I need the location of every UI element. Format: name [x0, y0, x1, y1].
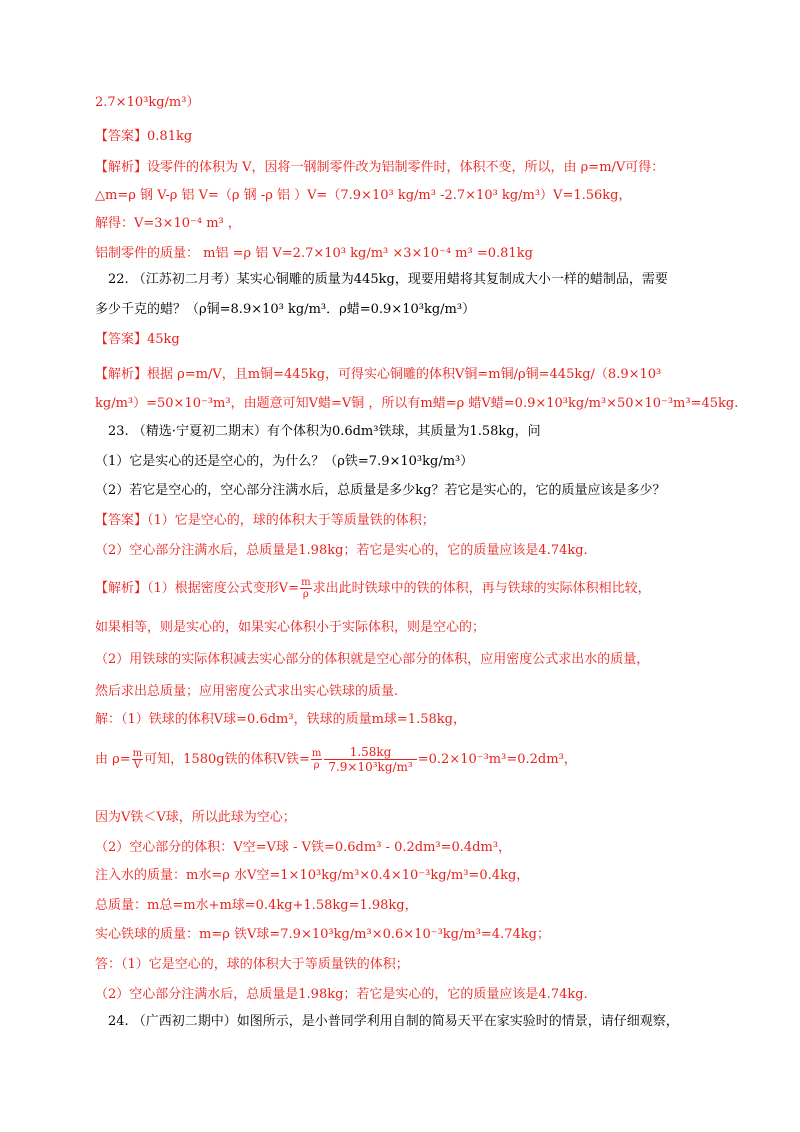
fraction-values: $\frac{1.58kg}{\text{7.9×10³kg/m³}}$ [324, 745, 416, 774]
solution-line-7: 实心铁球的质量：m=ρ 铁V球=7.9×10³kg/m³×0.6×10⁻³kg/m³=4.74kg； [95, 927, 550, 942]
analysis-line-23-c: （2）用铁球的实际体积减去实心部分的体积就是空心部分的体积，应用密度公式求出水的质量， [95, 652, 650, 667]
answer-label: 【答案】 [95, 129, 148, 144]
solution-line-5: 注入水的质量：m水=ρ 水V空=1×10³kg/m³×0.4×10⁻³kg/m³=0.4kg， [95, 868, 530, 883]
analysis-label: 【解析】 [95, 367, 148, 382]
solution-answer-2: （2）空心部分注满水后，总质量是1.98kg；若它是实心的，它的质量应该是4.74kg. [95, 987, 588, 1002]
question-24-line-1: 24. （广西初二期中）如图所示，是小普同学利用自制的简易天平在家实验时的情景，请仔细观察， [108, 1014, 679, 1029]
question-23-line-1: 23. （精选·宁夏初二期末）有个体积为0.6dm³铁球，其质量为1.58kg，问 [108, 424, 541, 439]
fraction-m-over-v: $\frac{m}{V}$ [132, 748, 143, 771]
solution-line-3: 因为V铁＜V球，所以此球为空心； [95, 810, 296, 825]
answer-line-23-b: （2）空心部分注满水后，总质量是1.98kg；若它是实心的，它的质量应该是4.74kg. [95, 543, 588, 558]
solution-line-4: （2）空心部分的体积：V空=V球 - V铁=0.6dm³ - 0.2dm³=0.4dm³， [95, 840, 512, 855]
question-22-line-1: 22. （江苏初二月考）某实心铜雕的质量为445kg，现要用蜡将其复制成大小一样的蜡制品，需要 [108, 272, 668, 287]
answer-line-23-a: 【答案】（1）它是空心的，球的体积大于等质量铁的体积； [95, 513, 435, 528]
answer-line-22: 【答案】45kg [95, 332, 180, 347]
analysis-label: 【解析】 [95, 160, 148, 175]
answer-line-21-cont: 2.7×10³kg/m³） [95, 95, 200, 110]
question-23-part-2: （2）若它是空心的，空心部分注满水后，总质量是多少kg？若它是实心的，它的质量应该是多少？ [95, 483, 666, 498]
analysis-line-23-b: 如果相等，则是实心的，如果实心体积小于实际体积，则是空心的； [95, 620, 486, 635]
solution-line-2: 由 ρ= $\frac{m}{V}$ 可知，1580g铁的体积V铁= $\frac{m}{\rho}$ $\frac{1.58kg}{\text{7.9×10³kg/m³}}$ =0.2×10⁻³m³=0.2dm³， [95, 745, 577, 774]
analysis-label: 【解析】 [95, 581, 148, 596]
analysis-line-23-d: 然后求出总质量；应用密度公式求出实心铁球的质量. [95, 684, 399, 699]
analysis-line-22-b: kg/m³）=50×10⁻³m³，由题意可知V蜡=V铜 ，所以有m蜡=ρ 蜡V蜡=0.9×10³kg/m³×50×10⁻³m³=45kg. [95, 396, 739, 411]
fraction-m-over-rho: $\frac{m}{\rho}$ [301, 577, 311, 600]
answer-line-21: 【答案】0.81kg [95, 129, 193, 144]
answer-label: 【答案】 [95, 513, 148, 528]
analysis-line-21-a: 【解析】设零件的体积为 V，因将一钢制零件改为铝制零件时，体积不变，所以，由 ρ=m/V可得： [95, 160, 665, 175]
solution-line-6: 总质量：m总=m水+m球=0.4kg+1.58kg=1.98kg， [95, 898, 418, 913]
analysis-line-21-d: 铝制零件的质量： m铝 =ρ 铝 V=2.7×10³ kg/m³ ×3×10⁻⁴ m³ =0.81kg [95, 246, 533, 261]
analysis-line-22-a: 【解析】根据 ρ=m/V，且m铜=445kg，可得实心铜雕的体积V铜=m铜/ρ铜=445kg/（8.9×10³ [95, 367, 662, 382]
fraction-m-over-rho-2: $\frac{m}{\rho}$ [311, 748, 322, 771]
question-22-line-2: 多少千克的蜡？（ρ铜=8.9×10³ kg/m³．ρ蜡=0.9×10³kg/m³） [95, 302, 476, 317]
analysis-line-21-c: 解得：V=3×10⁻⁴ m³ ， [95, 216, 241, 231]
analysis-line-23-a: 【解析】（1）根据密度公式变形V= $\frac{m}{\rho}$ 求出此时铁球中的铁的体积，再与铁球的实际体积相比较， [95, 577, 651, 600]
question-23-part-1: （1）它是实心的还是空心的，为什么？（ρ铁=7.9×10³kg/m³） [95, 454, 474, 469]
solution-answer-1: 答：（1）它是空心的，球的体积大于等质量铁的体积； [95, 957, 409, 972]
solution-line-1: 解：（1）铁球的体积V球=0.6dm³，铁球的质量m球=1.58kg， [95, 712, 466, 727]
answer-label: 【答案】 [95, 332, 148, 347]
analysis-line-21-b: △m=ρ 钢 V-ρ 铝 V=（ρ 钢 -ρ 铝 ）V=（7.9×10³ kg/m³ -2.7×10³ kg/m³）V=1.56kg， [95, 188, 632, 203]
